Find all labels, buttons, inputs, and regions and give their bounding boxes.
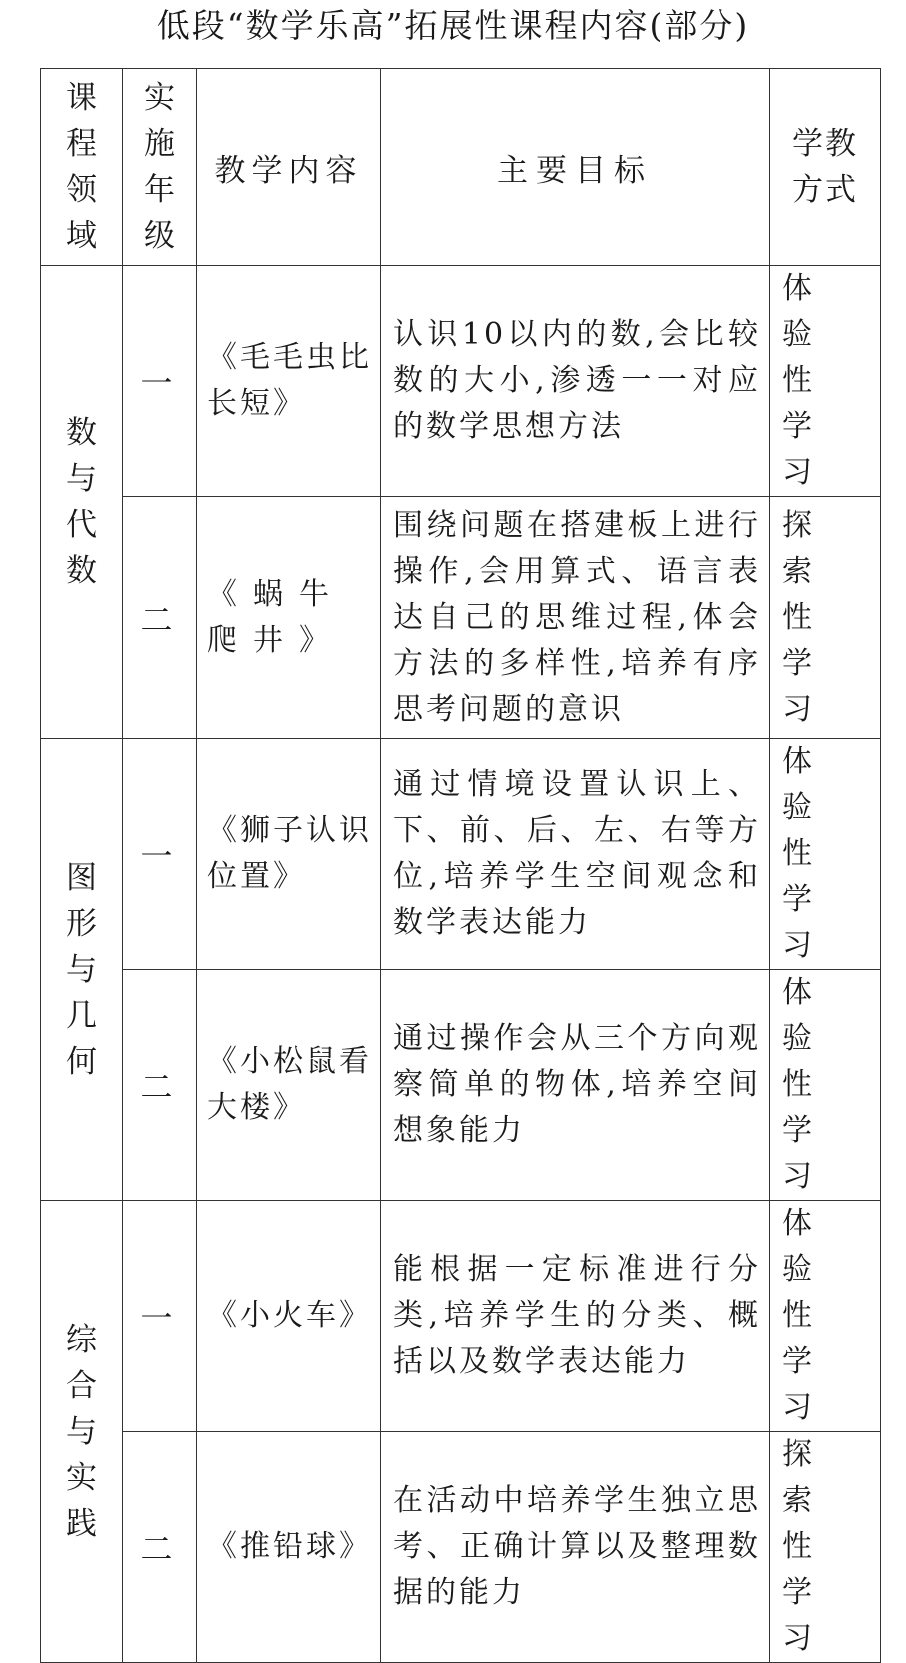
content-cell: 《推铅球》 [197, 1432, 381, 1663]
domain-cell: 图 形 与 几 何 [41, 739, 123, 1201]
grade-cell: 一 [123, 739, 197, 970]
content-cell: 《蜗牛爬井》 [197, 497, 381, 739]
domain-cell: 数 与 代 数 [41, 266, 123, 739]
table-row [41, 266, 881, 497]
grade-cell: 一 [123, 266, 197, 497]
goal-cell: 通过操作会从三个方向观察简单的物体,培养空间想象能力 [381, 970, 770, 1201]
table-row [41, 1432, 881, 1663]
mode-cell: 体验性学习 [770, 266, 881, 497]
header-content: 教学内容 [197, 69, 381, 266]
table-row [41, 497, 881, 739]
goal-cell: 认识10以内的数,会比较数的大小,渗透一一对应的数学思想方法 [381, 266, 770, 497]
table-row [41, 1201, 881, 1432]
header-domain: 课 程 领 域 [41, 69, 123, 266]
header-grade: 实 施 年 级 [123, 69, 197, 266]
goal-cell: 在活动中培养学生独立思考、正确计算以及整理数据的能力 [381, 1432, 770, 1663]
course-table [40, 68, 881, 1663]
mode-cell: 探索性学习 [770, 1432, 881, 1663]
goal-cell: 通过情境设置认识上、下、前、后、左、右等方位,培养学生空间观念和数学表达能力 [381, 739, 770, 970]
header-goal: 主要目标 [381, 69, 770, 266]
goal-cell: 围绕问题在搭建板上进行操作,会用算式、语言表达自己的思维过程,体会方法的多样性,培养有序思考问题的意识 [381, 497, 770, 739]
mode-cell: 探索性学习 [770, 497, 881, 739]
mode-cell: 体验性学习 [770, 1201, 881, 1432]
content-cell: 《毛毛虫比长短》 [197, 266, 381, 497]
header-mode: 学教 方式 [770, 69, 881, 266]
page-title: 低段“数学乐高”拓展性课程内容(部分) [156, 6, 750, 45]
table-header-row [41, 69, 881, 266]
domain-cell: 综 合 与 实 践 [41, 1201, 123, 1663]
grade-cell: 二 [123, 970, 197, 1201]
grade-cell: 二 [123, 1432, 197, 1663]
table-row [41, 739, 881, 970]
grade-cell: 二 [123, 497, 197, 739]
content-cell: 《狮子认识位置》 [197, 739, 381, 970]
content-cell: 《小松鼠看大楼》 [197, 970, 381, 1201]
goal-cell: 能根据一定标准进行分类,培养学生的分类、概括以及数学表达能力 [381, 1201, 770, 1432]
grade-cell: 一 [123, 1201, 197, 1432]
table-row [41, 970, 881, 1201]
content-cell: 《小火车》 [197, 1201, 381, 1432]
mode-cell: 体验性学习 [770, 739, 881, 970]
mode-cell: 体验性学习 [770, 970, 881, 1201]
